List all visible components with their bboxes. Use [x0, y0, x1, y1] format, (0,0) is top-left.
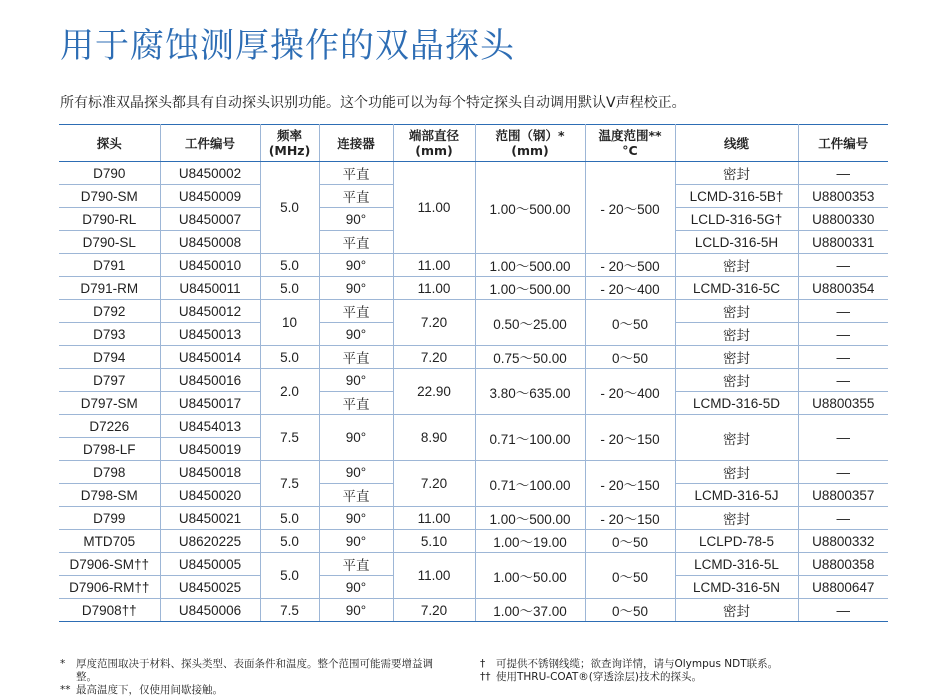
cell-freq: 7.5 — [260, 415, 319, 461]
cell-probe: MTD705 — [59, 530, 160, 553]
cell-dia: 11.00 — [393, 507, 475, 530]
cell-cable-part: U8800647 — [798, 576, 888, 599]
table-row — [59, 415, 888, 438]
cell-range: 1.00～37.00 — [475, 599, 585, 622]
cell-cable-part: — — [798, 162, 888, 185]
cell-dia: 7.20 — [393, 346, 475, 369]
cell-range: 0.71～100.00 — [475, 415, 585, 461]
cell-probe: D7906-SM†† — [59, 553, 160, 576]
cell-dia: 7.20 — [393, 300, 475, 346]
cell-part: U8450009 — [160, 185, 260, 208]
cell-range: 0.75～50.00 — [475, 346, 585, 369]
cell-cable-part: — — [798, 369, 888, 392]
cell-conn: 90° — [319, 576, 393, 599]
cell-conn: 平直 — [319, 484, 393, 507]
cell-freq: 5.0 — [260, 507, 319, 530]
cell-probe: D797-SM — [59, 392, 160, 415]
cell-freq: 5.0 — [260, 553, 319, 599]
cell-cable-part: — — [798, 254, 888, 277]
table-row — [59, 369, 888, 392]
cell-conn: 平直 — [319, 553, 393, 576]
cell-conn: 90° — [319, 254, 393, 277]
cell-conn: 90° — [319, 599, 393, 622]
cell-cable-part: U8800354 — [798, 277, 888, 300]
cell-part: U8450005 — [160, 553, 260, 576]
cell-dia: 22.90 — [393, 369, 475, 415]
header-frequency: 频率 (MHz) — [260, 125, 319, 162]
cell-cable-part: U8800331 — [798, 231, 888, 254]
cell-temp: - 20～500 — [585, 162, 675, 254]
cell-cable: 密封 — [675, 369, 798, 392]
cell-probe: D791-RM — [59, 277, 160, 300]
cell-cable: 密封 — [675, 254, 798, 277]
cell-part: U8450007 — [160, 208, 260, 231]
cell-conn: 90° — [319, 323, 393, 346]
cell-temp: - 20～150 — [585, 507, 675, 530]
cell-cable: LCMD-316-5C — [675, 277, 798, 300]
cell-part: U8450011 — [160, 277, 260, 300]
cell-part: U8450010 — [160, 254, 260, 277]
cell-part: U8620225 — [160, 530, 260, 553]
cell-freq: 5.0 — [260, 277, 319, 300]
cell-probe: D799 — [59, 507, 160, 530]
page-title: 用于腐蚀测厚操作的双晶探头 — [60, 26, 515, 66]
cell-conn: 90° — [319, 461, 393, 484]
cell-temp: - 20～150 — [585, 415, 675, 461]
cell-cable: LCMD-316-5J — [675, 484, 798, 507]
header-tip-diameter: 端部直径 (mm) — [393, 125, 475, 162]
cell-dia: 11.00 — [393, 254, 475, 277]
table-row — [59, 300, 888, 323]
cell-conn: 90° — [319, 507, 393, 530]
cell-conn: 平直 — [319, 300, 393, 323]
cell-probe: D798-LF — [59, 438, 160, 461]
probe-spec-table — [59, 124, 888, 622]
cell-range: 0.71～100.00 — [475, 461, 585, 507]
cell-dia: 11.00 — [393, 553, 475, 599]
cell-probe: D798 — [59, 461, 160, 484]
cell-probe: D790-RL — [59, 208, 160, 231]
cell-cable: 密封 — [675, 323, 798, 346]
cell-part: U8450020 — [160, 484, 260, 507]
header-temperature: 温度范围** °C — [585, 125, 675, 162]
header-range: 范围（钢）* (mm) — [475, 125, 585, 162]
cell-probe: D790-SM — [59, 185, 160, 208]
cell-probe: D792 — [59, 300, 160, 323]
cell-temp: 0～50 — [585, 530, 675, 553]
cell-conn: 平直 — [319, 346, 393, 369]
cell-cable: LCLD-316-5G† — [675, 208, 798, 231]
cell-part: U8454013 — [160, 415, 260, 438]
cell-temp: 0～50 — [585, 300, 675, 346]
cell-part: U8450002 — [160, 162, 260, 185]
cell-probe: D7908†† — [59, 599, 160, 622]
cell-freq: 7.5 — [260, 461, 319, 507]
cell-temp: - 20～150 — [585, 461, 675, 507]
table-row — [59, 599, 888, 622]
cell-range: 3.80～635.00 — [475, 369, 585, 415]
cell-cable: 密封 — [675, 507, 798, 530]
cell-cable: LCLPD-78-5 — [675, 530, 798, 553]
cell-cable: 密封 — [675, 415, 798, 461]
cell-cable-part: — — [798, 346, 888, 369]
cell-cable-part: U8800353 — [798, 185, 888, 208]
cell-cable-part: U8800355 — [798, 392, 888, 415]
table-row — [59, 553, 888, 576]
page-subtitle: 所有标准双晶探头都具有自动探头识别功能。这个功能可以为每个特定探头自动调用默认V声程校正。 — [60, 95, 686, 111]
cell-range: 1.00～19.00 — [475, 530, 585, 553]
cell-range: 1.00～500.00 — [475, 162, 585, 254]
cell-freq: 2.0 — [260, 369, 319, 415]
cell-conn: 平直 — [319, 185, 393, 208]
cell-temp: 0～50 — [585, 346, 675, 369]
cell-cable: LCMD-316-5D — [675, 392, 798, 415]
cell-cable: 密封 — [675, 461, 798, 484]
cell-range: 1.00～500.00 — [475, 507, 585, 530]
cell-conn: 90° — [319, 277, 393, 300]
footnote-cable-info: † 可提供不锈钢线缆；欲查询详情，请与Olympus NDT联系。 †† 使用THRU-COAT®(穿透涂层)技术的探头。 — [480, 658, 779, 683]
footnote-thickness-range: * 厚度范围取决于材料、探头类型、表面条件和温度。整个范围可能需要增益调 整。 ** 最高温度下，仅使用间歇接触。 — [60, 658, 433, 696]
header-probe: 探头 — [59, 125, 160, 162]
cell-probe: D798-SM — [59, 484, 160, 507]
table-row — [59, 162, 888, 185]
cell-freq: 5.0 — [260, 530, 319, 553]
cell-cable: 密封 — [675, 346, 798, 369]
table-row — [59, 507, 888, 530]
cell-temp: - 20～500 — [585, 254, 675, 277]
header-cable-part-number: 工件编号 — [798, 125, 888, 162]
table-row — [59, 461, 888, 484]
cell-cable: LCMD-316-5B† — [675, 185, 798, 208]
cell-cable-part: — — [798, 507, 888, 530]
cell-conn: 平直 — [319, 231, 393, 254]
cell-conn: 平直 — [319, 162, 393, 185]
table-row — [59, 277, 888, 300]
cell-conn: 90° — [319, 415, 393, 461]
cell-part: U8450021 — [160, 507, 260, 530]
cell-part: U8450025 — [160, 576, 260, 599]
cell-freq: 7.5 — [260, 599, 319, 622]
table-row — [59, 254, 888, 277]
header-connector: 连接器 — [319, 125, 393, 162]
cell-temp: 0～50 — [585, 599, 675, 622]
cell-cable: 密封 — [675, 599, 798, 622]
cell-part: U8450012 — [160, 300, 260, 323]
cell-probe: D791 — [59, 254, 160, 277]
cell-probe: D7226 — [59, 415, 160, 438]
cell-cable-part: — — [798, 300, 888, 323]
table-row — [59, 346, 888, 369]
cell-freq: 10 — [260, 300, 319, 346]
cell-range: 1.00～500.00 — [475, 277, 585, 300]
cell-part: U8450017 — [160, 392, 260, 415]
cell-probe: D793 — [59, 323, 160, 346]
cell-dia: 8.90 — [393, 415, 475, 461]
cell-cable: 密封 — [675, 300, 798, 323]
cell-dia: 5.10 — [393, 530, 475, 553]
cell-cable: LCMD-316-5N — [675, 576, 798, 599]
cell-cable: LCMD-316-5L — [675, 553, 798, 576]
header-part-number: 工件编号 — [160, 125, 260, 162]
cell-dia: 7.20 — [393, 461, 475, 507]
table-row — [59, 530, 888, 553]
cell-cable-part: U8800357 — [798, 484, 888, 507]
cell-dia: 7.20 — [393, 599, 475, 622]
cell-dia: 11.00 — [393, 277, 475, 300]
cell-cable-part: — — [798, 599, 888, 622]
cell-probe: D797 — [59, 369, 160, 392]
cell-freq: 5.0 — [260, 162, 319, 254]
cell-probe: D7906-RM†† — [59, 576, 160, 599]
cell-part: U8450019 — [160, 438, 260, 461]
cell-temp: - 20～400 — [585, 369, 675, 415]
cell-probe: D794 — [59, 346, 160, 369]
cell-dia: 11.00 — [393, 162, 475, 254]
cell-cable-part: U8800330 — [798, 208, 888, 231]
cell-cable-part: — — [798, 415, 888, 461]
cell-cable-part: — — [798, 461, 888, 484]
cell-probe: D790 — [59, 162, 160, 185]
cell-temp: - 20～400 — [585, 277, 675, 300]
cell-range: 1.00～50.00 — [475, 553, 585, 599]
header-cable: 线缆 — [675, 125, 798, 162]
cell-part: U8450014 — [160, 346, 260, 369]
cell-conn: 90° — [319, 208, 393, 231]
cell-range: 1.00～500.00 — [475, 254, 585, 277]
cell-cable: 密封 — [675, 162, 798, 185]
cell-cable-part: — — [798, 323, 888, 346]
cell-freq: 5.0 — [260, 254, 319, 277]
cell-cable: LCLD-316-5H — [675, 231, 798, 254]
cell-temp: 0～50 — [585, 553, 675, 599]
cell-conn: 90° — [319, 369, 393, 392]
cell-conn: 平直 — [319, 392, 393, 415]
cell-part: U8450018 — [160, 461, 260, 484]
table-header-row — [59, 125, 888, 162]
cell-cable-part: U8800358 — [798, 553, 888, 576]
cell-freq: 5.0 — [260, 346, 319, 369]
cell-conn: 90° — [319, 530, 393, 553]
cell-part: U8450013 — [160, 323, 260, 346]
cell-part: U8450006 — [160, 599, 260, 622]
cell-cable-part: U8800332 — [798, 530, 888, 553]
cell-probe: D790-SL — [59, 231, 160, 254]
cell-part: U8450016 — [160, 369, 260, 392]
cell-part: U8450008 — [160, 231, 260, 254]
cell-range: 0.50～25.00 — [475, 300, 585, 346]
